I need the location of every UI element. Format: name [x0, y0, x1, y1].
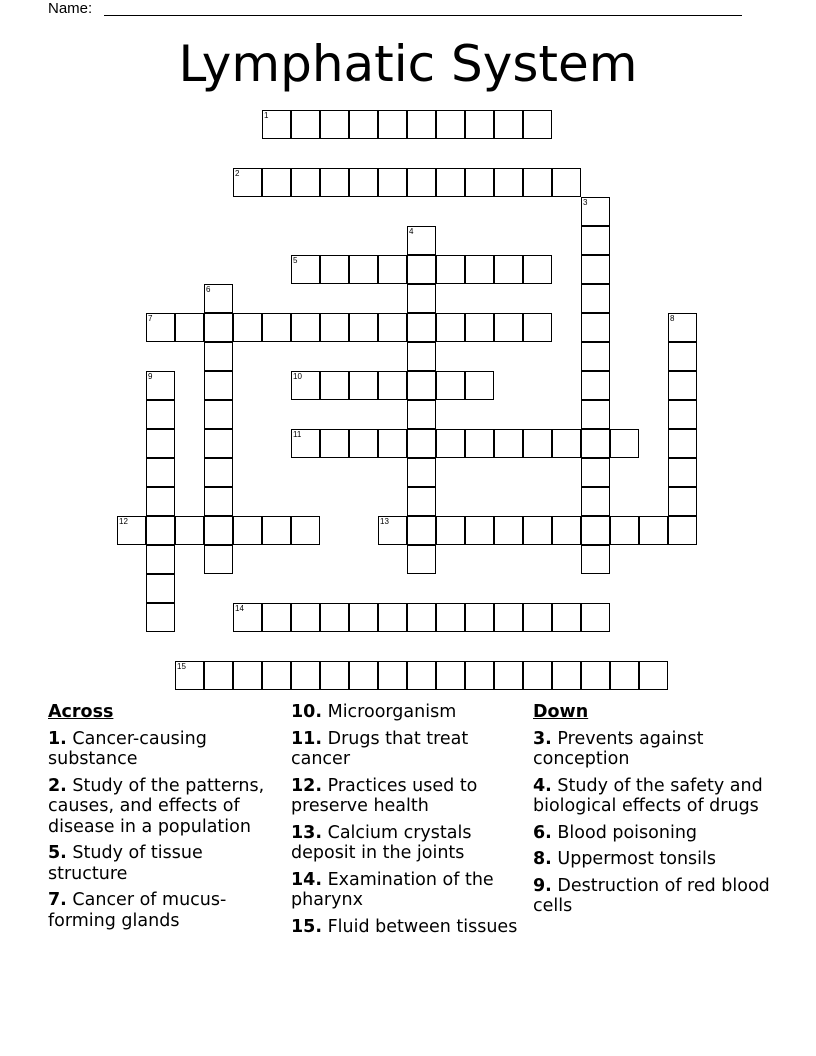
grid-cell[interactable]: [146, 400, 175, 429]
grid-cell[interactable]: [436, 603, 465, 632]
grid-cell[interactable]: [262, 168, 291, 197]
grid-cell[interactable]: [465, 661, 494, 690]
grid-cell[interactable]: [610, 429, 639, 458]
across-heading: Across: [48, 702, 114, 722]
grid-cell[interactable]: [581, 545, 610, 574]
grid-cell[interactable]: [349, 661, 378, 690]
grid-cell[interactable]: [610, 661, 639, 690]
grid-cell[interactable]: [407, 603, 436, 632]
grid-cell[interactable]: [407, 255, 436, 284]
grid-cell[interactable]: [668, 429, 697, 458]
grid-cell[interactable]: [407, 284, 436, 313]
grid-cell[interactable]: [146, 545, 175, 574]
grid-cell[interactable]: [407, 516, 436, 545]
grid-cell[interactable]: [668, 458, 697, 487]
grid-cell[interactable]: [291, 516, 320, 545]
grid-cell[interactable]: [262, 516, 291, 545]
grid-cell[interactable]: [668, 516, 697, 545]
clue-down-8: 8. Uppermost tonsils: [533, 849, 716, 869]
grid-cell[interactable]: [233, 661, 262, 690]
grid-cell[interactable]: [320, 603, 349, 632]
clue-number-1: 1: [264, 111, 269, 120]
grid-cell[interactable]: [378, 313, 407, 342]
grid-cell[interactable]: [204, 429, 233, 458]
clue-across-5: 5. Study of tissue structure: [48, 843, 203, 884]
clue-across-2: 2. Study of the patterns, causes, and effects of disease in a population: [48, 775, 265, 837]
grid-cell[interactable]: [146, 487, 175, 516]
clue-number-15: 15: [177, 662, 186, 671]
name-blank-line: [104, 15, 742, 16]
clue-across-11: 11. Drugs that treat cancer: [291, 728, 469, 769]
grid-cell[interactable]: [465, 313, 494, 342]
grid-cell[interactable]: [581, 661, 610, 690]
grid-cell[interactable]: [581, 516, 610, 545]
grid-cell[interactable]: [320, 371, 349, 400]
grid-cell[interactable]: [407, 313, 436, 342]
grid-cell[interactable]: [668, 371, 697, 400]
grid-cell[interactable]: [552, 516, 581, 545]
grid-cell[interactable]: [552, 168, 581, 197]
grid-cell[interactable]: [494, 661, 523, 690]
grid-cell[interactable]: [581, 487, 610, 516]
clue-down-9: 9. Destruction of red blood cells: [533, 875, 770, 916]
grid-cell[interactable]: [436, 661, 465, 690]
clue-number-14: 14: [235, 604, 244, 613]
grid-cell[interactable]: [494, 110, 523, 139]
grid-cell[interactable]: [494, 429, 523, 458]
clue-across-1: 1. Cancer-causing substance: [48, 728, 207, 769]
grid-cell[interactable]: [668, 400, 697, 429]
grid-cell[interactable]: [146, 458, 175, 487]
grid-cell[interactable]: [378, 255, 407, 284]
clue-down-3: 3. Prevents against conception: [533, 728, 704, 769]
grid-cell[interactable]: [552, 603, 581, 632]
grid-cell[interactable]: [204, 487, 233, 516]
grid-cell[interactable]: [581, 342, 610, 371]
grid-cell[interactable]: [204, 342, 233, 371]
clue-across-12: 12. Practices used to preserve health: [291, 775, 478, 816]
grid-cell[interactable]: [320, 429, 349, 458]
grid-cell[interactable]: [407, 342, 436, 371]
grid-cell[interactable]: [581, 429, 610, 458]
clue-down-6: 6. Blood poisoning: [533, 822, 698, 843]
grid-cell[interactable]: [407, 545, 436, 574]
grid-cell[interactable]: [494, 255, 523, 284]
grid-cell[interactable]: [146, 603, 175, 632]
down-heading: Down: [533, 702, 589, 722]
grid-cell[interactable]: [465, 168, 494, 197]
grid-cell[interactable]: [436, 255, 465, 284]
grid-cell[interactable]: [436, 371, 465, 400]
grid-cell[interactable]: [610, 516, 639, 545]
grid-cell[interactable]: [291, 661, 320, 690]
clue-column-3: [533, 702, 773, 923]
grid-cell[interactable]: [407, 429, 436, 458]
grid-cell[interactable]: [523, 110, 552, 139]
clue-column-2: [291, 702, 521, 943]
grid-cell[interactable]: [552, 429, 581, 458]
grid-cell[interactable]: [349, 110, 378, 139]
grid-cell[interactable]: [639, 661, 668, 690]
clue-number-5: 5: [293, 256, 298, 265]
clue-column-1: [48, 702, 283, 937]
grid-cell[interactable]: [407, 400, 436, 429]
grid-cell[interactable]: [523, 255, 552, 284]
grid-cell[interactable]: [291, 168, 320, 197]
clue-across-10: 10. Microorganism: [291, 702, 457, 722]
clue-down-4: 4. Study of the safety and biological effects of drugs: [533, 775, 763, 816]
grid-cell[interactable]: [320, 313, 349, 342]
clue-across-14: 14. Examination of the pharynx: [291, 869, 494, 910]
grid-cell[interactable]: [581, 458, 610, 487]
grid-cell[interactable]: [668, 342, 697, 371]
grid-cell[interactable]: [407, 487, 436, 516]
grid-cell[interactable]: [291, 313, 320, 342]
clue-across-13: 13. Calcium crystals deposit in the joints: [291, 822, 472, 863]
grid-cell[interactable]: [581, 603, 610, 632]
grid-cell[interactable]: [204, 661, 233, 690]
grid-cell[interactable]: [320, 168, 349, 197]
grid-cell[interactable]: [465, 110, 494, 139]
grid-cell[interactable]: [175, 516, 204, 545]
grid-cell[interactable]: [523, 313, 552, 342]
grid-cell[interactable]: [581, 371, 610, 400]
clue-number-13: 13: [380, 517, 389, 526]
grid-cell[interactable]: [378, 661, 407, 690]
grid-cell[interactable]: [581, 255, 610, 284]
grid-cell[interactable]: [523, 429, 552, 458]
grid-cell[interactable]: [262, 313, 291, 342]
clue-number-2: 2: [235, 169, 240, 178]
grid-cell[interactable]: [378, 603, 407, 632]
grid-cell[interactable]: [146, 429, 175, 458]
grid-cell[interactable]: [378, 168, 407, 197]
grid-cell[interactable]: [378, 371, 407, 400]
grid-cell[interactable]: [494, 313, 523, 342]
clue-across-15: 15. Fluid between tissues: [291, 916, 518, 937]
grid-cell[interactable]: [436, 168, 465, 197]
grid-cell[interactable]: [175, 313, 204, 342]
grid-cell[interactable]: [349, 255, 378, 284]
grid-cell[interactable]: [436, 516, 465, 545]
grid-cell[interactable]: [494, 516, 523, 545]
grid-cell[interactable]: [407, 168, 436, 197]
grid-cell[interactable]: [349, 429, 378, 458]
clue-number-3: 3: [583, 198, 588, 207]
grid-cell[interactable]: [204, 458, 233, 487]
page-title: Lymphatic System: [178, 35, 638, 93]
clue-number-9: 9: [148, 372, 153, 381]
clue-number-10: 10: [293, 372, 302, 381]
grid-cell[interactable]: [668, 487, 697, 516]
grid-cell[interactable]: [407, 458, 436, 487]
grid-cell[interactable]: [407, 110, 436, 139]
grid-cell[interactable]: [465, 255, 494, 284]
grid-cell[interactable]: [204, 371, 233, 400]
clue-number-6: 6: [206, 285, 211, 294]
clue-number-4: 4: [409, 227, 414, 236]
grid-cell[interactable]: [581, 226, 610, 255]
grid-cell[interactable]: [262, 603, 291, 632]
name-label: Name:: [48, 0, 93, 17]
grid-cell[interactable]: [465, 371, 494, 400]
grid-cell[interactable]: [523, 661, 552, 690]
grid-cell[interactable]: [349, 168, 378, 197]
grid-cell[interactable]: [291, 603, 320, 632]
grid-cell[interactable]: [378, 110, 407, 139]
grid-cell[interactable]: [523, 516, 552, 545]
grid-cell[interactable]: [349, 603, 378, 632]
grid-cell[interactable]: [204, 313, 233, 342]
grid-cell[interactable]: [465, 516, 494, 545]
grid-cell[interactable]: [407, 661, 436, 690]
grid-cell[interactable]: [233, 516, 262, 545]
grid-cell[interactable]: [146, 516, 175, 545]
grid-cell[interactable]: [291, 110, 320, 139]
grid-cell[interactable]: [523, 603, 552, 632]
grid-cell[interactable]: [146, 574, 175, 603]
grid-cell[interactable]: [320, 661, 349, 690]
grid-cell[interactable]: [436, 429, 465, 458]
grid-cell[interactable]: [494, 168, 523, 197]
clue-number-8: 8: [670, 314, 675, 323]
clue-across-7: 7. Cancer of mucus-forming glands: [48, 890, 227, 931]
grid-cell[interactable]: [581, 313, 610, 342]
grid-cell[interactable]: [378, 429, 407, 458]
clue-number-12: 12: [119, 517, 128, 526]
grid-cell[interactable]: [204, 545, 233, 574]
clue-number-7: 7: [148, 314, 153, 323]
grid-cell[interactable]: [204, 400, 233, 429]
grid-cell[interactable]: [465, 603, 494, 632]
grid-cell[interactable]: [523, 168, 552, 197]
grid-cell[interactable]: [233, 313, 262, 342]
grid-cell[interactable]: [349, 313, 378, 342]
grid-cell[interactable]: [349, 371, 378, 400]
clue-number-11: 11: [293, 430, 302, 439]
grid-cell[interactable]: [204, 516, 233, 545]
grid-cell[interactable]: [465, 429, 494, 458]
grid-cell[interactable]: [320, 255, 349, 284]
grid-cell[interactable]: [436, 110, 465, 139]
grid-cell[interactable]: [262, 661, 291, 690]
grid-cell[interactable]: [552, 661, 581, 690]
grid-cell[interactable]: [407, 371, 436, 400]
grid-cell[interactable]: [581, 284, 610, 313]
grid-cell[interactable]: [581, 400, 610, 429]
grid-cell[interactable]: [639, 516, 668, 545]
grid-cell[interactable]: [436, 313, 465, 342]
grid-cell[interactable]: [494, 603, 523, 632]
grid-cell[interactable]: [320, 110, 349, 139]
